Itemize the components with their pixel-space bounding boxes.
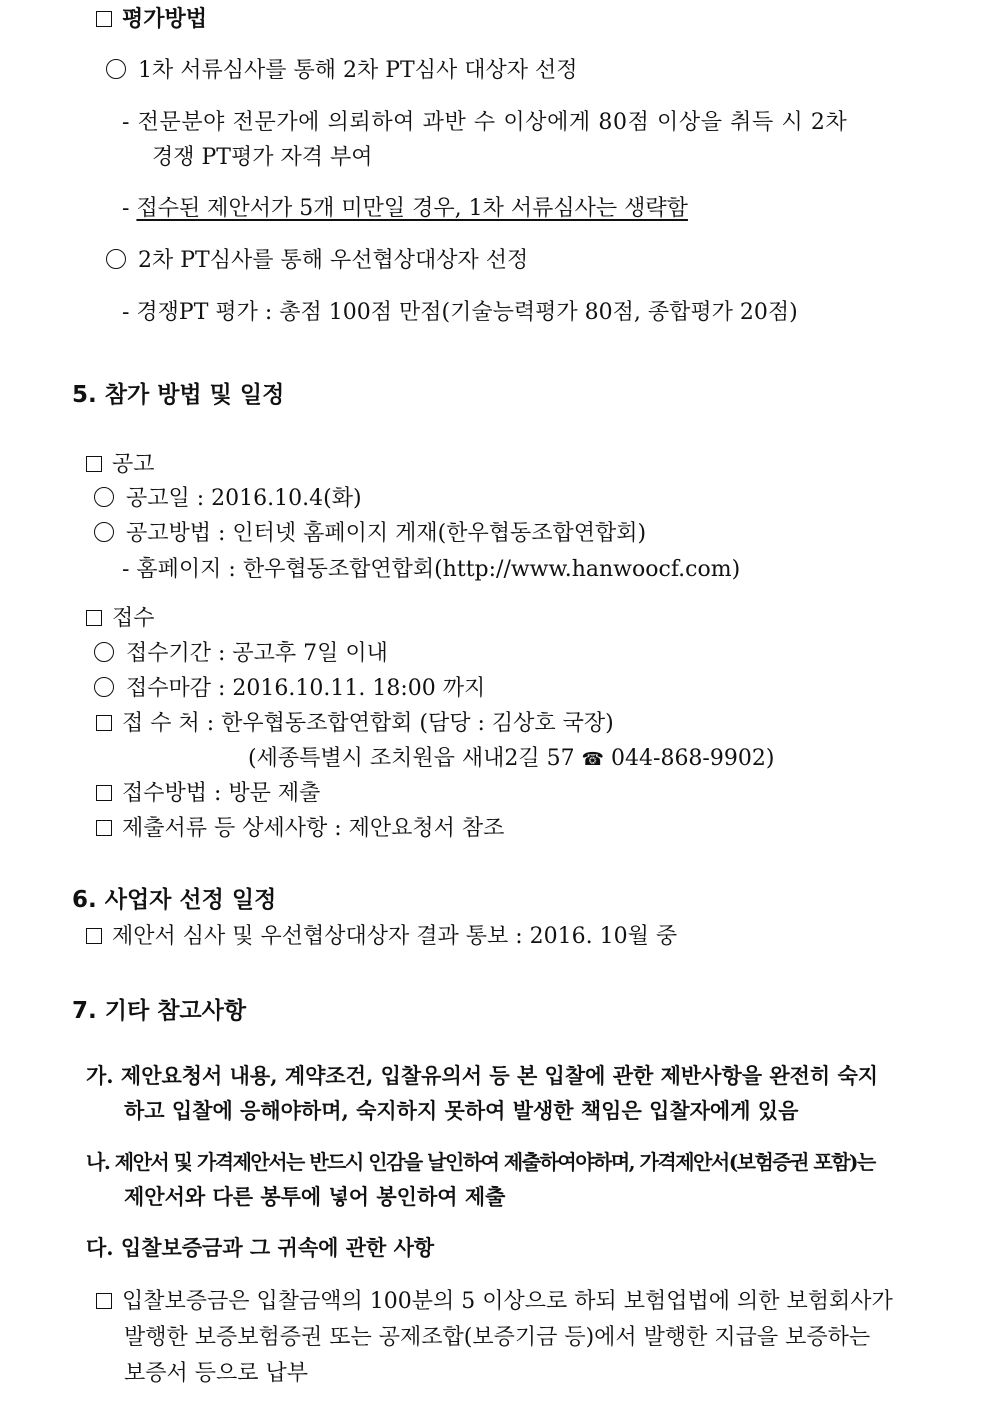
section-5-title: 5. 참가 방법 및 일정 [72, 382, 285, 408]
bid-deposit-line-3: 보증서 등으로 납부 [124, 1361, 309, 1386]
checkbox-square-icon [96, 820, 112, 836]
checkbox-square-icon [96, 785, 112, 801]
bid-deposit-line-1: 입찰보증금은 입찰금액의 100분의 5 이상으로 하되 보험업법에 의한 보험회사가 [96, 1287, 893, 1317]
checkbox-square-icon [86, 610, 102, 626]
bid-deposit-line-2: 발행한 보증보험증권 또는 공제조합(보증기금 등)에서 발행한 지급을 보증하는 [124, 1325, 871, 1350]
checkbox-square-icon [86, 456, 102, 472]
eval-item-1: 1차 서류심사를 통해 2차 PT심사 대상자 선정 [106, 56, 577, 86]
circle-bullet-icon [94, 642, 114, 662]
receipt-heading: 접수 [86, 604, 155, 634]
receipt-period: 접수기간 : 공고후 7일 이내 [94, 639, 388, 669]
phone-icon: ☎ [581, 749, 605, 770]
receipt-deadline: 접수마감 : 2016.10.11. 18:00 까지 [94, 674, 485, 704]
circle-bullet-icon [94, 487, 114, 507]
receipt-address: (세종특별시 조치원읍 새내2길 57 ☎ 044-868-9902) [248, 746, 775, 771]
notice-date: 공고일 : 2016.10.4(화) [94, 484, 362, 514]
circle-bullet-icon [94, 677, 114, 697]
note-da-heading: 다. 입찰보증금과 그 귀속에 관한 사항 [86, 1235, 435, 1260]
checkbox-square-icon [86, 928, 102, 944]
note-na-line-2: 제안서와 다른 봉투에 넣어 봉인하여 제출 [124, 1184, 506, 1209]
eval-sub-2: - 접수된 제안서가 5개 미만일 경우, 1차 서류심사는 생략함 [122, 196, 688, 221]
circle-bullet-icon [94, 522, 114, 542]
eval-item-2: 2차 PT심사를 통해 우선협상대상자 선정 [106, 246, 528, 276]
underlined-note: 접수된 제안서가 5개 미만일 경우, 1차 서류심사는 생략함 [136, 196, 688, 221]
receipt-documents: 제출서류 등 상세사항 : 제안요청서 참조 [96, 814, 504, 844]
note-ga-line-1: 가. 제안요청서 내용, 계약조건, 입찰유의서 등 본 입찰에 관한 제반사항을 완전히 숙지 [86, 1063, 879, 1088]
checkbox-square-icon [96, 715, 112, 731]
note-ga-line-2: 하고 입찰에 응해야하며, 숙지하지 못하여 발생한 책임은 입찰자에게 있음 [124, 1098, 799, 1123]
eval-heading: 평가방법 [96, 4, 207, 34]
receipt-method: 접수방법 : 방문 제출 [96, 779, 320, 809]
receipt-place: 접 수 처 : 한우협동조합연합회 (담당 : 김상호 국장) [96, 709, 614, 739]
eval-sub-1b: 경쟁 PT평가 자격 부여 [152, 145, 373, 170]
note-na-line-1: 나. 제안서 및 가격제안서는 반드시 인감을 날인하여 제출하여야하며, 가격제안서(보험증권 포함)는 [86, 1150, 875, 1174]
section-7-title: 7. 기타 참고사항 [72, 998, 247, 1024]
checkbox-square-icon [96, 11, 112, 27]
notice-heading: 공고 [86, 450, 155, 480]
eval-sub-1a: - 전문분야 전문가에 의뢰하여 과반 수 이상에게 80점 이상을 취득 시 2차 [122, 110, 848, 135]
circle-bullet-icon [106, 249, 126, 269]
section-6-title: 6. 사업자 선정 일정 [72, 887, 277, 913]
homepage-line: - 홈페이지 : 한우협동조합연합회(http://www.hanwoocf.com) [122, 557, 741, 582]
circle-bullet-icon [106, 59, 126, 79]
selection-schedule: 제안서 심사 및 우선협상대상자 결과 통보 : 2016. 10월 중 [86, 922, 677, 952]
checkbox-square-icon [96, 1293, 112, 1309]
notice-method: 공고방법 : 인터넷 홈페이지 게재(한우협동조합연합회) [94, 519, 646, 549]
eval-sub-3: - 경쟁PT 평가 : 총점 100점 만점(기술능력평가 80점, 종합평가 20점) [122, 300, 798, 325]
